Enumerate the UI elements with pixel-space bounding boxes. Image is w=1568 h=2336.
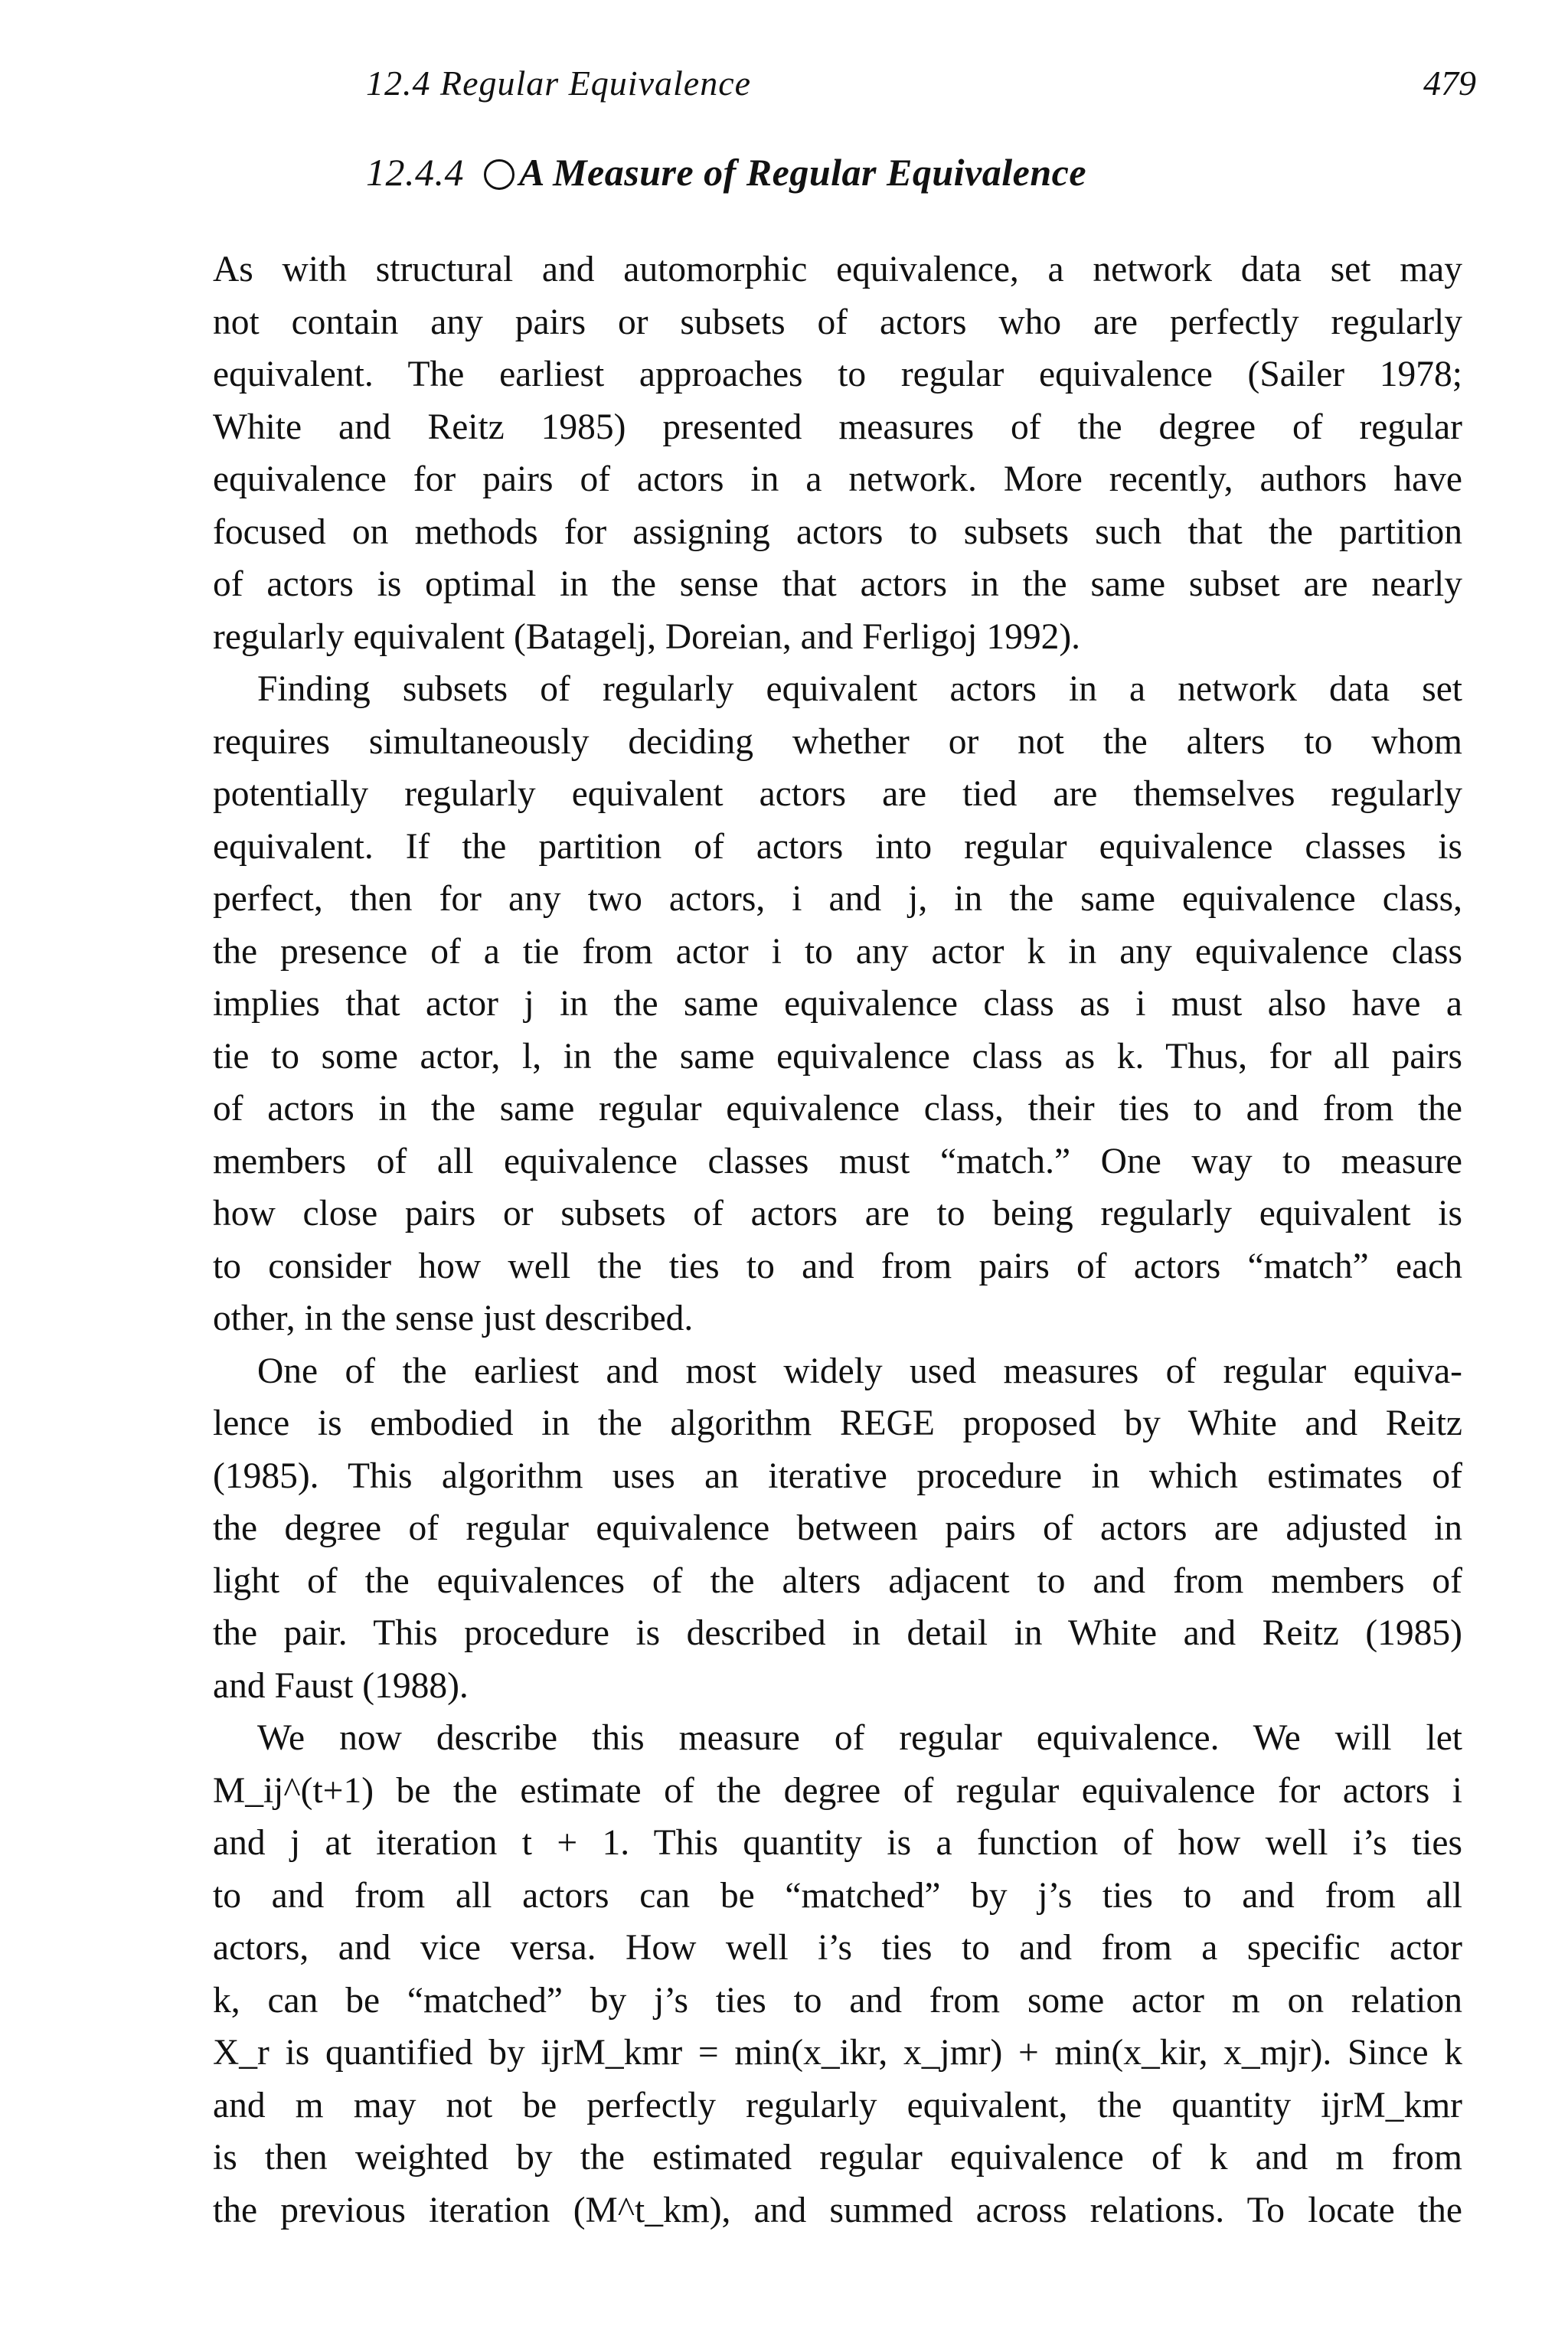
text-line: and Faust (1988). — [213, 1665, 469, 1706]
text-line: equivalent. The earliest approaches to regular equivalence (Sailer 1978; — [213, 354, 1462, 394]
text-line: of actors in the same regular equivalence class, their ties to and from the — [213, 1089, 1462, 1129]
text-line: One of the earliest and most widely used measures of regular equiva- — [257, 1351, 1462, 1391]
text-line: the degree of regular equivalence between pairs of actors are adjusted in — [213, 1508, 1462, 1548]
text-line: requires simultaneously deciding whether or not the alters to whom — [213, 721, 1462, 762]
body-text — [213, 243, 1462, 2236]
text-line: not contain any pairs or subsets of actors who are perfectly regularly — [213, 302, 1462, 342]
text-line: equivalence for pairs of actors in a network. More recently, authors have — [213, 459, 1462, 499]
text-line: Finding subsets of regularly equivalent actors in a network data set — [257, 669, 1462, 709]
text-line: other, in the sense just described. — [213, 1299, 694, 1338]
paragraph-1 — [213, 243, 1462, 663]
text-line: As with structural and automorphic equivalence, a network data set may — [213, 250, 1462, 289]
text-line: tie to some actor, l, in the same equivalence class as k. Thus, for all pairs — [213, 1036, 1462, 1077]
text-line: the previous iteration (M^t_km), and summed across relations. To locate the — [213, 2190, 1462, 2230]
text-line: White and Reitz 1985) presented measures of the degree of regular — [213, 407, 1462, 447]
text-line: and j at iteration t + 1. This quantity is a function of how well i’s ties — [213, 1823, 1462, 1863]
text-line: focused on methods for assigning actors to subsets such that the partition — [213, 511, 1462, 552]
text-line: (1985). This algorithm uses an iterative procedure in which estimates of — [213, 1456, 1462, 1496]
text-line: implies that actor j in the same equivalence class as i must also have a — [213, 984, 1462, 1024]
text-line: actors, and vice versa. How well i’s ties to and from a specific actor — [213, 1928, 1462, 1968]
paragraph-3 — [213, 1345, 1462, 1713]
text-line: equivalent. If the partition of actors into regular equivalence classes is — [213, 826, 1462, 867]
text-line: We now describe this measure of regular equivalence. We will let — [257, 1718, 1462, 1758]
section-heading — [366, 150, 1086, 194]
text-line: how close pairs or subsets of actors are to being regularly equivalent is — [213, 1194, 1462, 1233]
text-line: perfect, then for any two actors, i and j, in the same equivalence class, — [213, 879, 1462, 919]
text-line: M_ij^(t+1) be the estimate of the degree of regular equivalence for actors i — [213, 1770, 1462, 1811]
text-line: to and from all actors can be “matched” by j’s ties to and from all — [213, 1875, 1462, 1916]
text-line: X_r is quantified by ijrM_kmr = min(x_ikr, x_jmr) + min(x_kir, x_mjr). Since k — [213, 2033, 1462, 2073]
text-line: regularly equivalent (Batagelj, Doreian, and Ferligoj 1992). — [213, 616, 1081, 657]
text-line: the pair. This procedure is described in detail in White and Reitz (1985) — [213, 1613, 1462, 1653]
text-line: the presence of a tie from actor i to any actor k in any equivalence class — [213, 931, 1462, 972]
running-head-title: 12.4 Regular Equivalence — [366, 64, 752, 103]
page-number: 479 — [1423, 64, 1476, 103]
text-line: lence is embodied in the algorithm REGE proposed by White and Reitz — [213, 1403, 1462, 1443]
text-line: potentially regularly equivalent actors are tied are themselves regularly — [213, 774, 1462, 814]
text-line: and m may not be perfectly regularly equivalent, the quantity ijrM_kmr — [213, 2085, 1462, 2125]
text-line: k, can be “matched” by j’s ties to and from some actor m on relation — [213, 1980, 1462, 2021]
paragraph-4 — [213, 1712, 1462, 2236]
circle-icon — [484, 159, 514, 190]
section-number: 12.4.4 — [366, 151, 464, 194]
section-title: A Measure of Regular Equivalence — [519, 151, 1087, 194]
paragraph-2 — [213, 663, 1462, 1345]
text-line: to consider how well the ties to and from pairs of actors “match” each — [213, 1246, 1462, 1286]
text-line: is then weighted by the estimated regular equivalence of k and m from — [213, 2138, 1462, 2178]
text-line: light of the equivalences of the alters adjacent to and from members of — [213, 1560, 1462, 1601]
text-line: members of all equivalence classes must “match.” One way to measure — [213, 1141, 1462, 1181]
text-line: of actors is optimal in the sense that actors in the same subset are nearly — [213, 564, 1462, 604]
running-head — [0, 63, 1568, 116]
